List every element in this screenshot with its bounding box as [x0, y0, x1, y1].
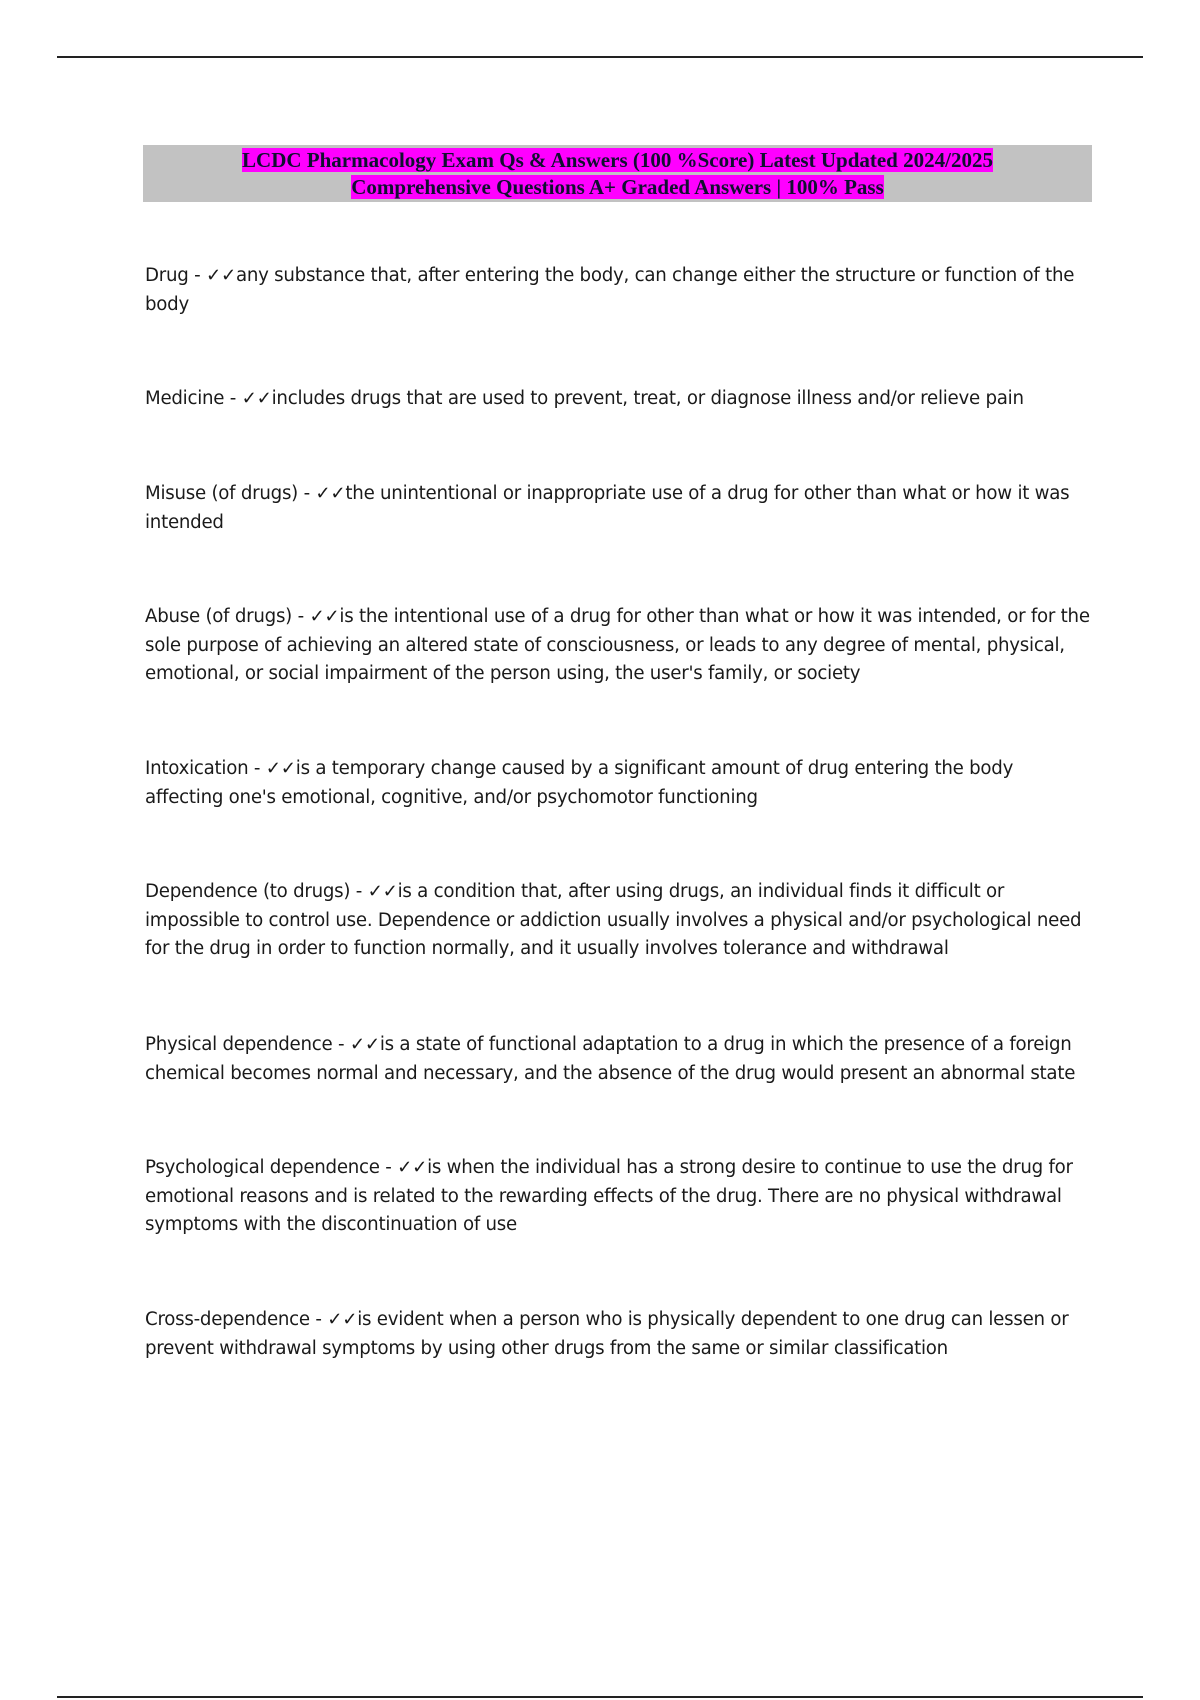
double-check-icon: ✓✓	[241, 388, 272, 409]
entry-separator: -	[188, 265, 206, 286]
entry-separator: -	[248, 758, 266, 779]
entry-term: Drug	[145, 265, 189, 286]
entry-separator: -	[332, 1034, 350, 1055]
entry-separator: -	[350, 881, 368, 902]
entry-separator: -	[298, 483, 316, 504]
definition-item	[145, 1154, 1090, 1240]
entry-term: Medicine	[145, 388, 225, 409]
entry-definition: is the intentional use of a drug for other than what or how it was intended, or for the sole purpose of achieving an altered state of consciousness, or leads to any degree of mental, physical, emotional, or social impairment of the person using, the user's family, or society	[145, 606, 1090, 684]
definition-item	[145, 480, 1090, 537]
definition-item	[145, 1031, 1090, 1088]
entry-definition: any substance that, after entering the body, can change either the structure or function of the body	[145, 265, 1075, 315]
entry-separator: -	[309, 1309, 328, 1330]
definition-item	[145, 878, 1090, 964]
entry-definition: is a state of functional adaptation to a drug in which the presence of a foreign chemical becomes normal and necessary, and the absence of the drug would present an abnormal state	[145, 1034, 1076, 1084]
entry-definition: the unintentional or inappropriate use of a drug for other than what or how it was intended	[145, 483, 1070, 533]
entry-separator: -	[224, 388, 242, 409]
entry-term: Misuse (of drugs)	[145, 483, 299, 504]
definition-item	[145, 755, 1090, 812]
entry-term: Cross-dependence	[145, 1309, 310, 1330]
entry-term: Psychological dependence	[145, 1157, 380, 1178]
top-page-rule	[57, 56, 1143, 58]
double-check-icon: ✓✓	[315, 483, 346, 504]
entry-definition: includes drugs that are used to prevent, treat, or diagnose illness and/or relieve pain	[271, 388, 1024, 409]
double-check-icon: ✓✓	[367, 881, 398, 902]
entry-term: Dependence (to drugs)	[145, 881, 351, 902]
double-check-icon: ✓✓	[205, 265, 236, 286]
double-check-icon: ✓✓	[309, 606, 340, 627]
title-line-2: Comprehensive Questions A+ Graded Answers | 100% Pass	[351, 175, 884, 199]
definition-item	[145, 385, 1090, 414]
entry-definition: is a temporary change caused by a significant amount of drug entering the body affecting one's emotional, cognitive, and/or psychomotor functioning	[145, 758, 1014, 808]
entry-definition: is a condition that, after using drugs, an individual finds it difficult or impossible to control use. Dependence or addiction usually involves a physical and/or psychological need for the drug in order to function normally, and it usually involves tolerance and withdrawal	[145, 881, 1082, 959]
definition-item	[145, 603, 1090, 689]
double-check-icon: ✓✓	[327, 1309, 358, 1330]
bottom-page-rule	[57, 1696, 1143, 1698]
entry-term: Physical dependence	[145, 1034, 333, 1055]
double-check-icon: ✓✓	[349, 1034, 380, 1055]
entry-separator: -	[379, 1157, 398, 1178]
entry-term: Abuse (of drugs)	[145, 606, 293, 627]
entry-term: Intoxication	[145, 758, 249, 779]
document-title-banner	[143, 145, 1092, 202]
double-check-icon: ✓✓	[265, 758, 296, 779]
definition-item	[145, 1306, 1090, 1363]
entry-separator: -	[292, 606, 310, 627]
entry-definition: is evident when a person who is physically dependent to one drug can lessen or prevent withdrawal symptoms by using other drugs from the same or similar classification	[145, 1309, 1069, 1359]
double-check-icon: ✓✓	[397, 1157, 428, 1178]
title-line-1: LCDC Pharmacology Exam Qs & Answers (100 %Score) Latest Updated 2024/2025	[242, 148, 993, 172]
definition-item	[145, 262, 1090, 319]
entry-definition: is when the individual has a strong desire to continue to use the drug for emotional reasons and is related to the rewarding effects of the drug. There are no physical withdrawal symptoms with the discontinuation of use	[145, 1157, 1073, 1235]
